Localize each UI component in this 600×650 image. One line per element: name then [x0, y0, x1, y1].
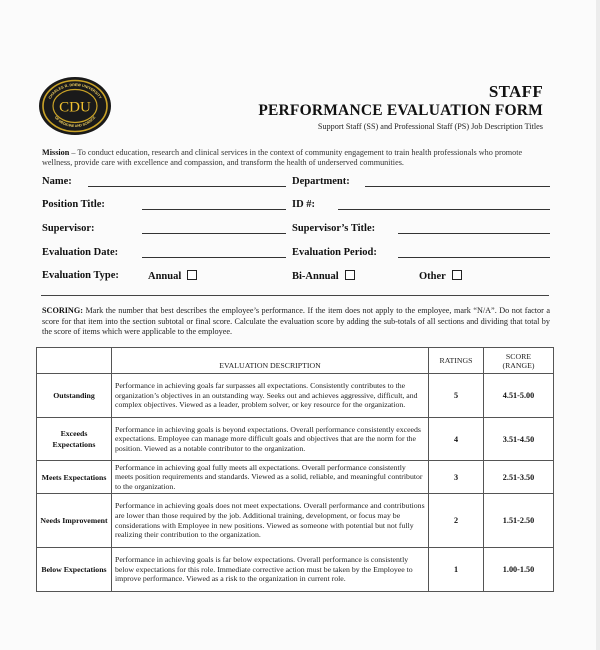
- scoring-label: SCORING:: [42, 306, 83, 315]
- annual-checkbox[interactable]: [187, 270, 197, 280]
- row-rating: 5: [429, 374, 484, 418]
- title-form: PERFORMANCE EVALUATION FORM: [258, 102, 543, 119]
- mission-statement: [42, 148, 552, 168]
- divider: [41, 295, 549, 296]
- other-label: Other: [419, 271, 446, 282]
- row-rating: 3: [429, 461, 484, 494]
- id-field[interactable]: [338, 209, 550, 210]
- row-range: 2.51-3.50: [484, 461, 554, 494]
- row-level: Needs Improvement: [37, 494, 112, 548]
- title-subtitle: Support Staff (SS) and Professional Staff (PS) Job Description Titles: [317, 122, 543, 131]
- row-level: Meets Expectations: [37, 461, 112, 494]
- header-score-range: [484, 348, 554, 374]
- row-description: Performance in achieving goals does not meet expectations. Overall performance and contributions are lower than those required by the job. Additional training, development, or focus may be considerations with Employee in new positions. Viewed as someone with potential but not fully realizing their contribution to the organization.: [112, 494, 429, 548]
- table-row: [37, 548, 554, 592]
- header-score: SCORE: [505, 351, 532, 361]
- scoring-text: Mark the number that best describes the employee’s performance. If the item does not apply to the employee, mark “N/A”. Do not factor a score for that item into the section subtotal or final score. Calculate the evaluation score by adding the sub-totals of all sections and dividing that total by the score of items which were applicable to the employee.: [42, 306, 550, 336]
- position-title-field[interactable]: [142, 209, 286, 210]
- supervisor-field[interactable]: [142, 233, 286, 234]
- department-field[interactable]: [365, 186, 550, 187]
- evaluation-period-label: Evaluation Period:: [292, 247, 377, 258]
- table-row: [37, 418, 554, 461]
- supervisor-title-field[interactable]: [398, 233, 550, 234]
- supervisor-title-label: Supervisor’s Title:: [292, 223, 376, 234]
- other-option[interactable]: [419, 270, 462, 282]
- name-field[interactable]: [88, 186, 286, 187]
- row-description: Performance in achieving goals far surpasses all expectations. Consistently contributes to the organization’s objectives in an outstanding way. Seeks out and achieves aggressive, difficult, and complex objectives. Viewed as a leader, problem solver, or key resource for the organization.: [112, 374, 429, 418]
- row-range: 4.51-5.00: [484, 374, 554, 418]
- evaluation-date-label: Evaluation Date:: [42, 247, 119, 258]
- table-row: [37, 494, 554, 548]
- header-range: (RANGE): [502, 360, 535, 370]
- row-range: 1.00-1.50: [484, 548, 554, 592]
- scoring-instructions: [42, 306, 550, 338]
- mission-label: Mission: [42, 148, 70, 157]
- supervisor-label: Supervisor:: [42, 223, 95, 234]
- row-rating: 2: [429, 494, 484, 548]
- header-ratings: RATINGS: [429, 348, 484, 374]
- mission-text: – To conduct education, research and clinical services in the context of community engagement to train health professionals who promote wellness, provide care with excellence and compassion, and transform the health of underserved communities.: [42, 148, 523, 167]
- evaluation-date-field[interactable]: [142, 257, 286, 258]
- cdu-logo: [38, 76, 112, 136]
- evaluation-table: [36, 347, 554, 592]
- annual-label: Annual: [148, 271, 182, 282]
- evaluation-type-label: Evaluation Type:: [42, 270, 119, 281]
- logo-ring-top-text: CHARLES R. DREW UNIVERSITY: [47, 82, 103, 100]
- row-range: 1.51-2.50: [484, 494, 554, 548]
- logo-ring-bottom-text: OF MEDICINE AND SCIENCE: [53, 115, 97, 129]
- header: [258, 82, 543, 131]
- table-row: [37, 461, 554, 494]
- row-rating: 1: [429, 548, 484, 592]
- table-row: [37, 374, 554, 418]
- title-staff: STAFF: [488, 82, 543, 101]
- row-description: Performance in achieving goal fully meets all expectations. Overall performance consistently meets position requirements and standards. Viewed as a solid, reliable, and meaningful contributor to the organization.: [112, 461, 429, 494]
- row-rating: 4: [429, 418, 484, 461]
- header-description: EVALUATION DESCRIPTION: [112, 348, 429, 374]
- biannual-checkbox[interactable]: [345, 270, 355, 280]
- biannual-label: Bi-Annual: [292, 271, 339, 282]
- evaluation-period-field[interactable]: [398, 257, 550, 258]
- other-checkbox[interactable]: [452, 270, 462, 280]
- row-range: 3.51-4.50: [484, 418, 554, 461]
- id-label: ID #:: [292, 199, 316, 210]
- header-level: [37, 348, 112, 374]
- row-description: Performance in achieving goals is beyond expectations. Overall performance consistently exceeds expectations. Employee can manage more difficult goals and objectives that are the norm for the position. Viewed as a notable contributor to the organization.: [112, 418, 429, 461]
- row-description: Performance in achieving goals is far below expectations. Overall performance is consistently below expectations for this role. Immediate corrective action must be taken by the Employee to improve performance. Viewed as a risk to the organization in current role.: [112, 548, 429, 592]
- row-level: Below Expectations: [37, 548, 112, 592]
- department-label: Department:: [292, 176, 350, 187]
- table-header-row: [37, 348, 554, 374]
- biannual-option[interactable]: [292, 270, 355, 282]
- page-edge: [596, 0, 600, 650]
- name-label: Name:: [42, 176, 72, 187]
- position-title-label: Position Title:: [42, 199, 105, 210]
- row-level: Outstanding: [37, 374, 112, 418]
- annual-option[interactable]: [148, 270, 197, 282]
- logo-initials: CDU: [59, 99, 91, 116]
- row-level: Exceeds Expectations: [37, 418, 112, 461]
